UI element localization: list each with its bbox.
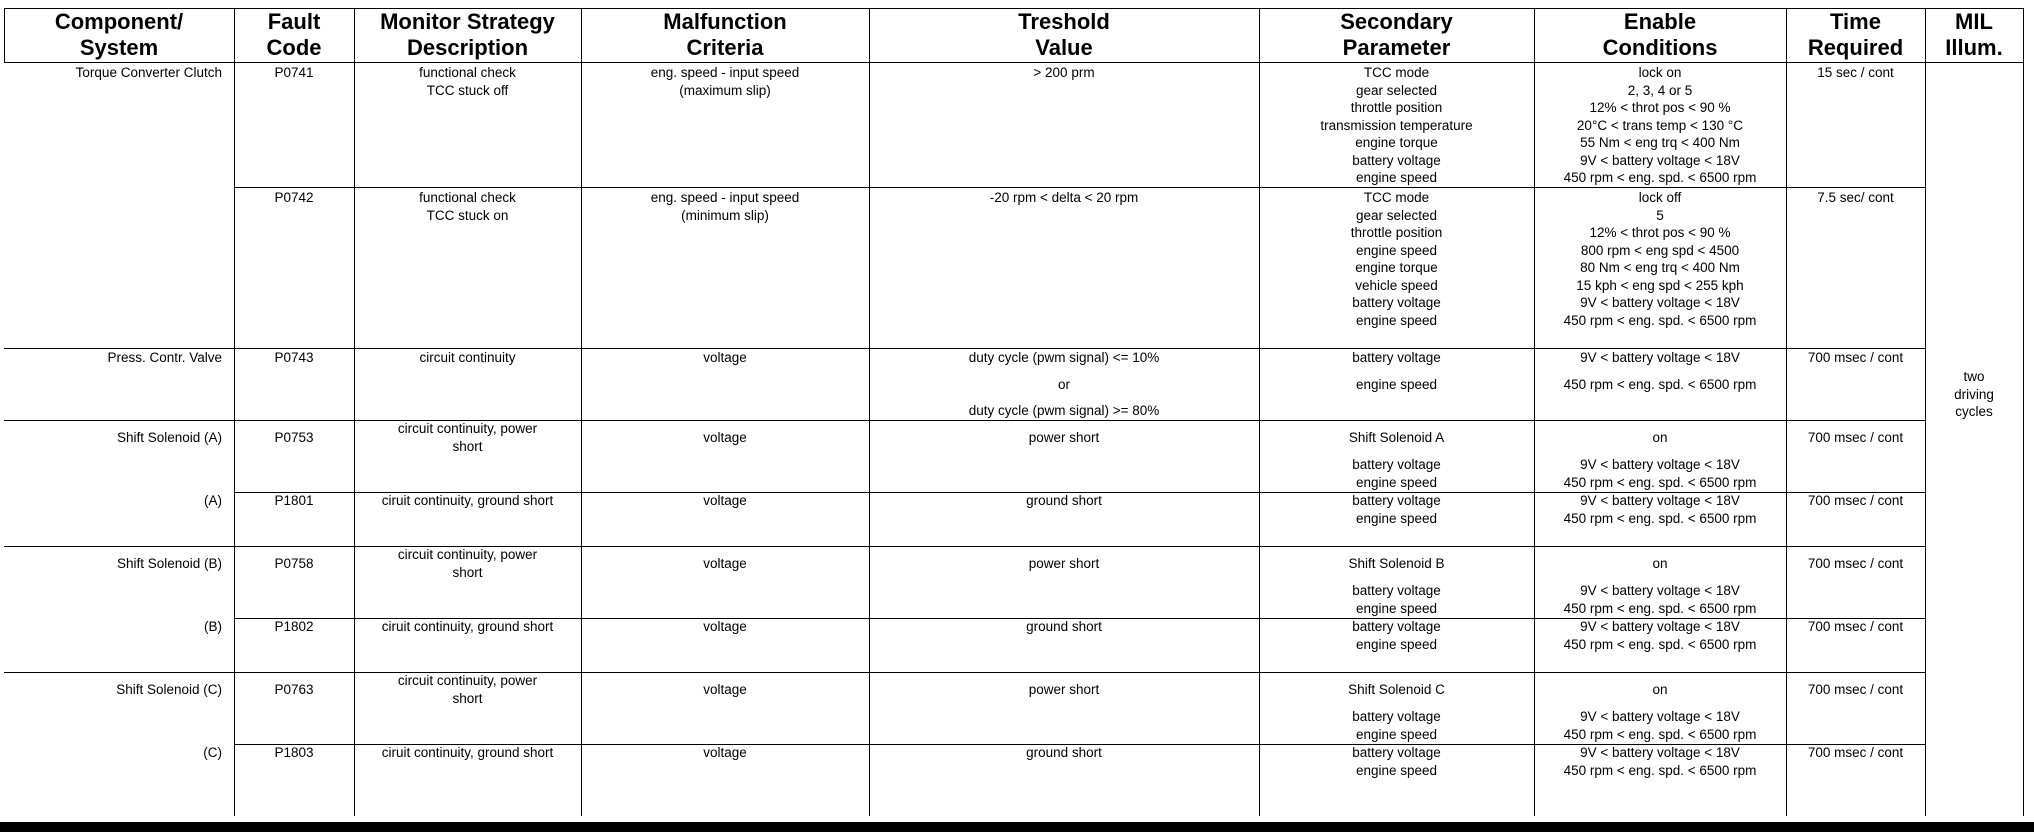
monitor-cell: ciruit continuity, ground short <box>381 493 554 508</box>
enable-cell: 9V < battery voltage < 18V 450 rpm < eng. spd. < 6500 rpm <box>1563 619 1757 652</box>
monitor-cell: functional check TCC stuck on <box>419 190 516 223</box>
header-time-required: Time Required <box>1807 9 1904 60</box>
component-cell: Shift Solenoid (A) <box>116 430 222 445</box>
component-cell: Torque Converter Clutch <box>75 65 222 80</box>
secondary-cell: TCC mode gear selected throttle position engine speed engine torque vehicle speed battery voltage engine speed <box>1350 190 1443 328</box>
time-cell: 700 msec / cont <box>1807 350 1904 365</box>
row-divider <box>4 420 1925 421</box>
monitor-cell: circuit continuity, power short <box>397 547 538 580</box>
threshold-cell: power short <box>1028 682 1100 697</box>
enable-cell: on <box>1652 430 1668 445</box>
threshold-cell: duty cycle (pwm signal) >= 80% <box>968 403 1160 418</box>
malfunction-cell: voltage <box>703 493 747 508</box>
time-cell: 7.5 sec/ cont <box>1817 190 1894 205</box>
header-mil-illum: MIL Illum. <box>1945 9 2003 60</box>
component-cell: (B) <box>204 619 222 634</box>
secondary-cell: Shift Solenoid A <box>1348 430 1445 445</box>
threshold-cell: > 200 prm <box>1033 65 1095 80</box>
fault-code-cell: P0763 <box>274 682 314 697</box>
enable-cell: lock on 2, 3, 4 or 5 12% < throt pos < 90 % 20°C < trans temp < 130 °C 55 Nm < eng trq < 400 Nm 9V < battery voltage < 18V 450 rpm < eng. spd. < 6500 rpm <box>1563 65 1757 185</box>
fault-code-cell: P0742 <box>274 190 314 205</box>
enable-cell: 9V < battery voltage < 18V 450 rpm < eng. spd. < 6500 rpm <box>1563 457 1757 490</box>
threshold-cell: ground short <box>1026 619 1102 634</box>
fault-code-cell: P0741 <box>274 65 314 80</box>
row-divider <box>4 672 1925 673</box>
secondary-cell: battery voltage engine speed <box>1352 619 1441 652</box>
malfunction-cell: eng. speed - input speed (maximum slip) <box>650 65 800 98</box>
fault-code-cell: P0758 <box>274 556 314 571</box>
time-cell: 15 sec / cont <box>1817 65 1894 80</box>
border-right <box>2023 8 2024 816</box>
enable-cell: lock off 5 12% < throt pos < 90 % 800 rpm < eng spd < 4500 80 Nm < eng trq < 400 Nm 15 kph < eng spd < 255 kph 9V < battery voltage < 18V 450 rpm < eng. spd. < 6500 rpm <box>1563 190 1757 328</box>
monitor-cell: circuit continuity, power short <box>397 673 538 706</box>
enable-cell: 9V < battery voltage < 18V 450 rpm < eng. spd. < 6500 rpm <box>1563 583 1757 616</box>
enable-cell: on <box>1652 556 1668 571</box>
header-bottom-border <box>4 62 2024 63</box>
enable-cell: 450 rpm < eng. spd. < 6500 rpm <box>1563 377 1757 392</box>
secondary-cell: battery voltage engine speed <box>1352 583 1441 616</box>
mil-cell: two driving cycles <box>1954 369 1994 419</box>
threshold-cell: power short <box>1028 556 1100 571</box>
fault-code-cell: P1802 <box>274 619 314 634</box>
monitor-cell: circuit continuity <box>419 350 516 365</box>
threshold-cell: power short <box>1028 430 1100 445</box>
header-fault-code: Fault Code <box>266 9 322 60</box>
secondary-cell: battery voltage engine speed <box>1352 745 1441 778</box>
header-enable-conditions: Enable Conditions <box>1602 9 1718 60</box>
threshold-cell: -20 rpm < delta < 20 rpm <box>989 190 1139 205</box>
component-cell: (C) <box>203 745 222 760</box>
fault-code-cell: P1801 <box>274 493 314 508</box>
threshold-cell: duty cycle (pwm signal) <= 10% <box>968 350 1160 365</box>
enable-cell: on <box>1652 682 1668 697</box>
malfunction-cell: voltage <box>703 350 747 365</box>
enable-cell: 9V < battery voltage < 18V <box>1580 350 1740 365</box>
monitor-cell: circuit continuity, power short <box>397 421 538 454</box>
fault-code-cell: P0753 <box>274 430 314 445</box>
malfunction-cell: voltage <box>703 682 747 697</box>
monitor-cell: ciruit continuity, ground short <box>381 619 554 634</box>
secondary-cell: battery voltage <box>1352 350 1441 365</box>
malfunction-cell: voltage <box>703 745 747 760</box>
secondary-cell: Shift Solenoid B <box>1348 556 1445 571</box>
monitor-cell: ciruit continuity, ground short <box>381 745 554 760</box>
time-cell: 700 msec / cont <box>1807 556 1904 571</box>
header-threshold-value: Treshold Value <box>1018 9 1110 60</box>
component-cell: Press. Contr. Valve <box>107 350 222 365</box>
malfunction-cell: voltage <box>703 556 747 571</box>
component-cell: Shift Solenoid (C) <box>116 682 222 697</box>
secondary-cell: battery voltage engine speed <box>1352 493 1441 526</box>
secondary-cell: battery voltage engine speed <box>1352 457 1441 490</box>
fault-code-cell: P1803 <box>274 745 314 760</box>
enable-cell: 9V < battery voltage < 18V 450 rpm < eng. spd. < 6500 rpm <box>1563 745 1757 778</box>
enable-cell: 9V < battery voltage < 18V 450 rpm < eng. spd. < 6500 rpm <box>1563 709 1757 742</box>
header-secondary-parameter: Secondary Parameter <box>1340 9 1453 60</box>
monitor-cell: functional check TCC stuck off <box>419 65 516 98</box>
row-divider <box>4 546 1925 547</box>
malfunction-cell: eng. speed - input speed (minimum slip) <box>650 190 800 223</box>
page-bottom-bar <box>0 822 2034 832</box>
threshold-cell: ground short <box>1026 493 1102 508</box>
threshold-cell: ground short <box>1026 745 1102 760</box>
time-cell: 700 msec / cont <box>1807 745 1904 760</box>
secondary-cell: TCC mode gear selected throttle position transmission temperature engine torque battery voltage engine speed <box>1320 65 1473 185</box>
header-component: Component/ System <box>54 9 184 60</box>
time-cell: 700 msec / cont <box>1807 619 1904 634</box>
header-monitor-strategy: Monitor Strategy Description <box>380 9 555 60</box>
secondary-cell: Shift Solenoid C <box>1348 682 1445 697</box>
enable-cell: 9V < battery voltage < 18V 450 rpm < eng. spd. < 6500 rpm <box>1563 493 1757 526</box>
malfunction-cell: voltage <box>703 619 747 634</box>
malfunction-cell: voltage <box>703 430 747 445</box>
secondary-cell: battery voltage engine speed <box>1352 709 1441 742</box>
secondary-cell: engine speed <box>1355 377 1438 392</box>
fault-code-cell: P0743 <box>274 350 314 365</box>
time-cell: 700 msec / cont <box>1807 430 1904 445</box>
threshold-cell: or <box>1057 377 1070 392</box>
header-malfunction-criteria: Malfunction Criteria <box>663 9 787 60</box>
time-cell: 700 msec / cont <box>1807 493 1904 508</box>
row-divider <box>234 187 1925 188</box>
component-cell: (A) <box>204 493 222 508</box>
time-cell: 700 msec / cont <box>1807 682 1904 697</box>
component-cell: Shift Solenoid (B) <box>116 556 222 571</box>
